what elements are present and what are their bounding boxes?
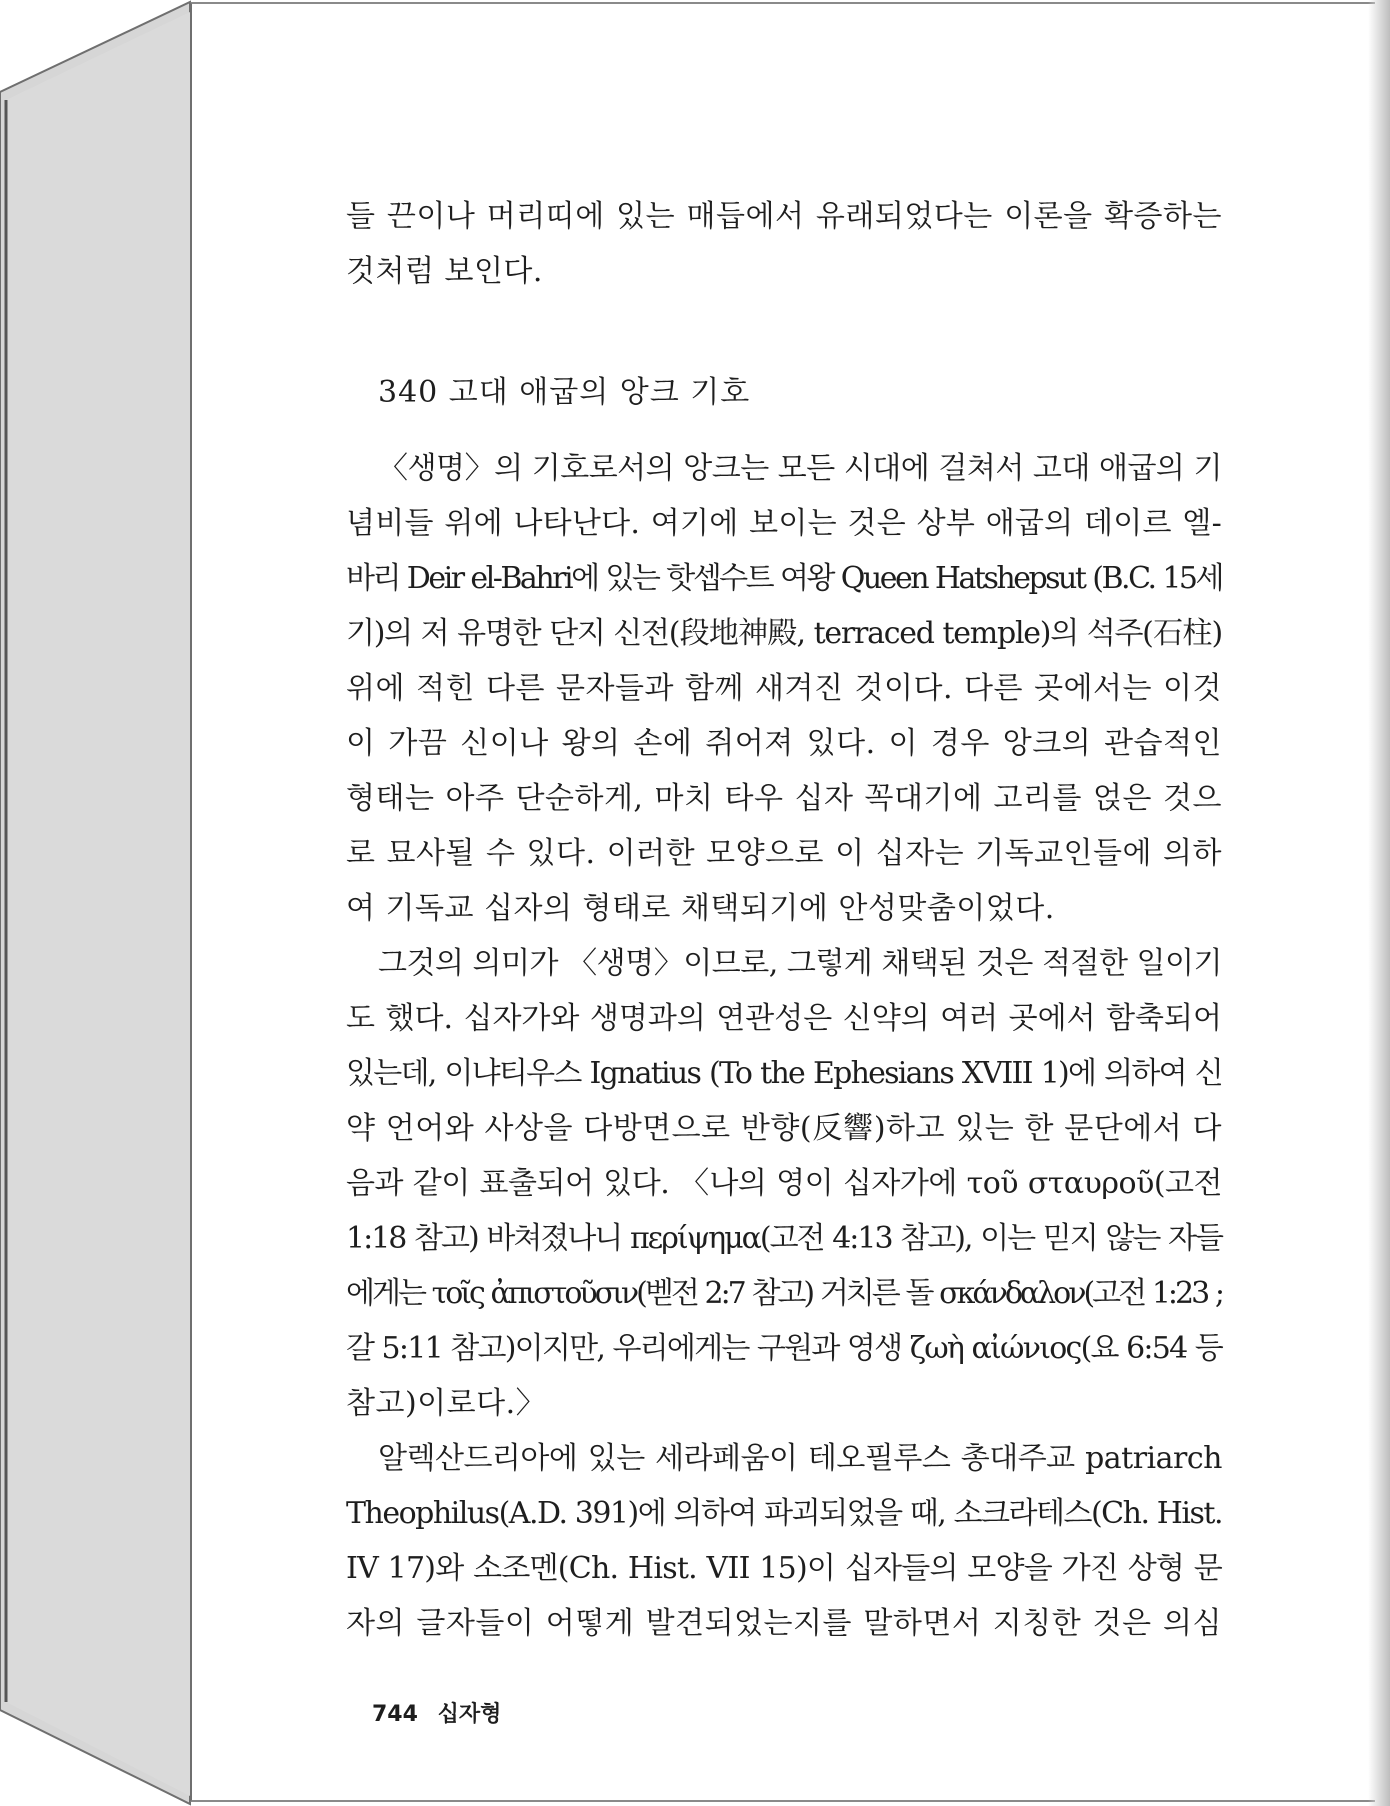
p2-line: 도 했다. 십자가와 생명과의 연관성은 신약의 여러 곳에서 함축되어 xyxy=(346,1001,1222,1036)
running-title: 십자형 xyxy=(437,1702,502,1727)
p2-line: 참고)이로다.〉 xyxy=(346,1386,547,1421)
p2-line: 있는데, 이냐티우스 Ignatius (To the Ephesians XVIII 1)에 의하여 신 xyxy=(346,1056,1222,1091)
p1-line: 〈생명〉의 기호로서의 앙크는 모든 시대에 걸쳐서 고대 애굽의 기 xyxy=(378,451,1222,486)
p1-line: 위에 적힌 다른 문자들과 함께 새겨진 것이다. 다른 곳에서는 이것 xyxy=(346,671,1222,706)
p1-line: 형태는 아주 단순하게, 마치 타우 십자 꼭대기에 고리를 얹은 것으 xyxy=(346,781,1222,816)
p2-line: 에게는 τοῖς ἀπιστοῦσιν(벧전 2:7 참고) 거치른 돌 σκάνδαλον(고전 1:23 ; xyxy=(346,1276,1222,1311)
intro-line-2: 것처럼 보인다. xyxy=(346,254,543,289)
p2-line: 1:18 참고) 바쳐졌나니 περίψημα(고전 4:13 참고), 이는 믿지 않는 자들 xyxy=(346,1221,1222,1256)
p1-line: 념비들 위에 나타난다. 여기에 보이는 것은 상부 애굽의 데이르 엘- xyxy=(346,506,1222,541)
p3-line: IV 17)와 소조멘(Ch. Hist. VII 15)이 십자들의 모양을 가진 상형 문 xyxy=(346,1551,1222,1586)
p1-line: 이 가끔 신이나 왕의 손에 쥐어져 있다. 이 경우 앙크의 관습적인 xyxy=(346,726,1222,761)
book-spine-decoration xyxy=(0,0,200,1806)
p1-line: 기)의 저 유명한 단지 신전(段地神殿, terraced temple)의 석주(石柱) xyxy=(346,616,1222,651)
page-footer xyxy=(372,1700,501,1730)
p1-line: 로 묘사될 수 있다. 이러한 모양으로 이 십자는 기독교인들에 의하 xyxy=(346,836,1222,871)
intro-line-1: 들 끈이나 머리띠에 있는 매듭에서 유래되었다는 이론을 확증하는 xyxy=(346,199,1222,234)
p1-line: 바리 Deir el-Bahri에 있는 핫셉수트 여왕 Queen Hatshepsut (B.C. 15세 xyxy=(346,561,1222,596)
section-heading: 340 고대 애굽의 앙크 기호 xyxy=(378,375,751,410)
p2-line: 그것의 의미가 〈생명〉이므로, 그렇게 채택된 것은 적절한 일이기 xyxy=(378,946,1222,981)
p2-line: 약 언어와 사상을 다방면으로 반향(反響)하고 있는 한 문단에서 다 xyxy=(346,1111,1222,1146)
p2-line: 갈 5:11 참고)이지만, 우리에게는 구원과 영생 ζωὴ αἰώνιος(요 6:54 등 xyxy=(346,1331,1222,1366)
p3-line: 자의 글자들이 어떻게 발견되었는지를 말하면서 지칭한 것은 의심 xyxy=(346,1606,1222,1641)
page-edge-shadow xyxy=(1368,0,1390,1806)
page-number: 744 xyxy=(372,1702,418,1727)
p2-line: 음과 같이 표출되어 있다. 〈나의 영이 십자가에 τοῦ σταυροῦ(고전 xyxy=(346,1166,1222,1201)
p1-line: 여 기독교 십자의 형태로 채택되기에 안성맞춤이었다. xyxy=(346,891,1055,926)
p3-line: Theophilus(A.D. 391)에 의하여 파괴되었을 때, 소크라테스(Ch. Hist. xyxy=(346,1496,1222,1531)
p3-line: 알렉산드리아에 있는 세라페움이 테오필루스 총대주교 patriarch xyxy=(378,1441,1222,1476)
